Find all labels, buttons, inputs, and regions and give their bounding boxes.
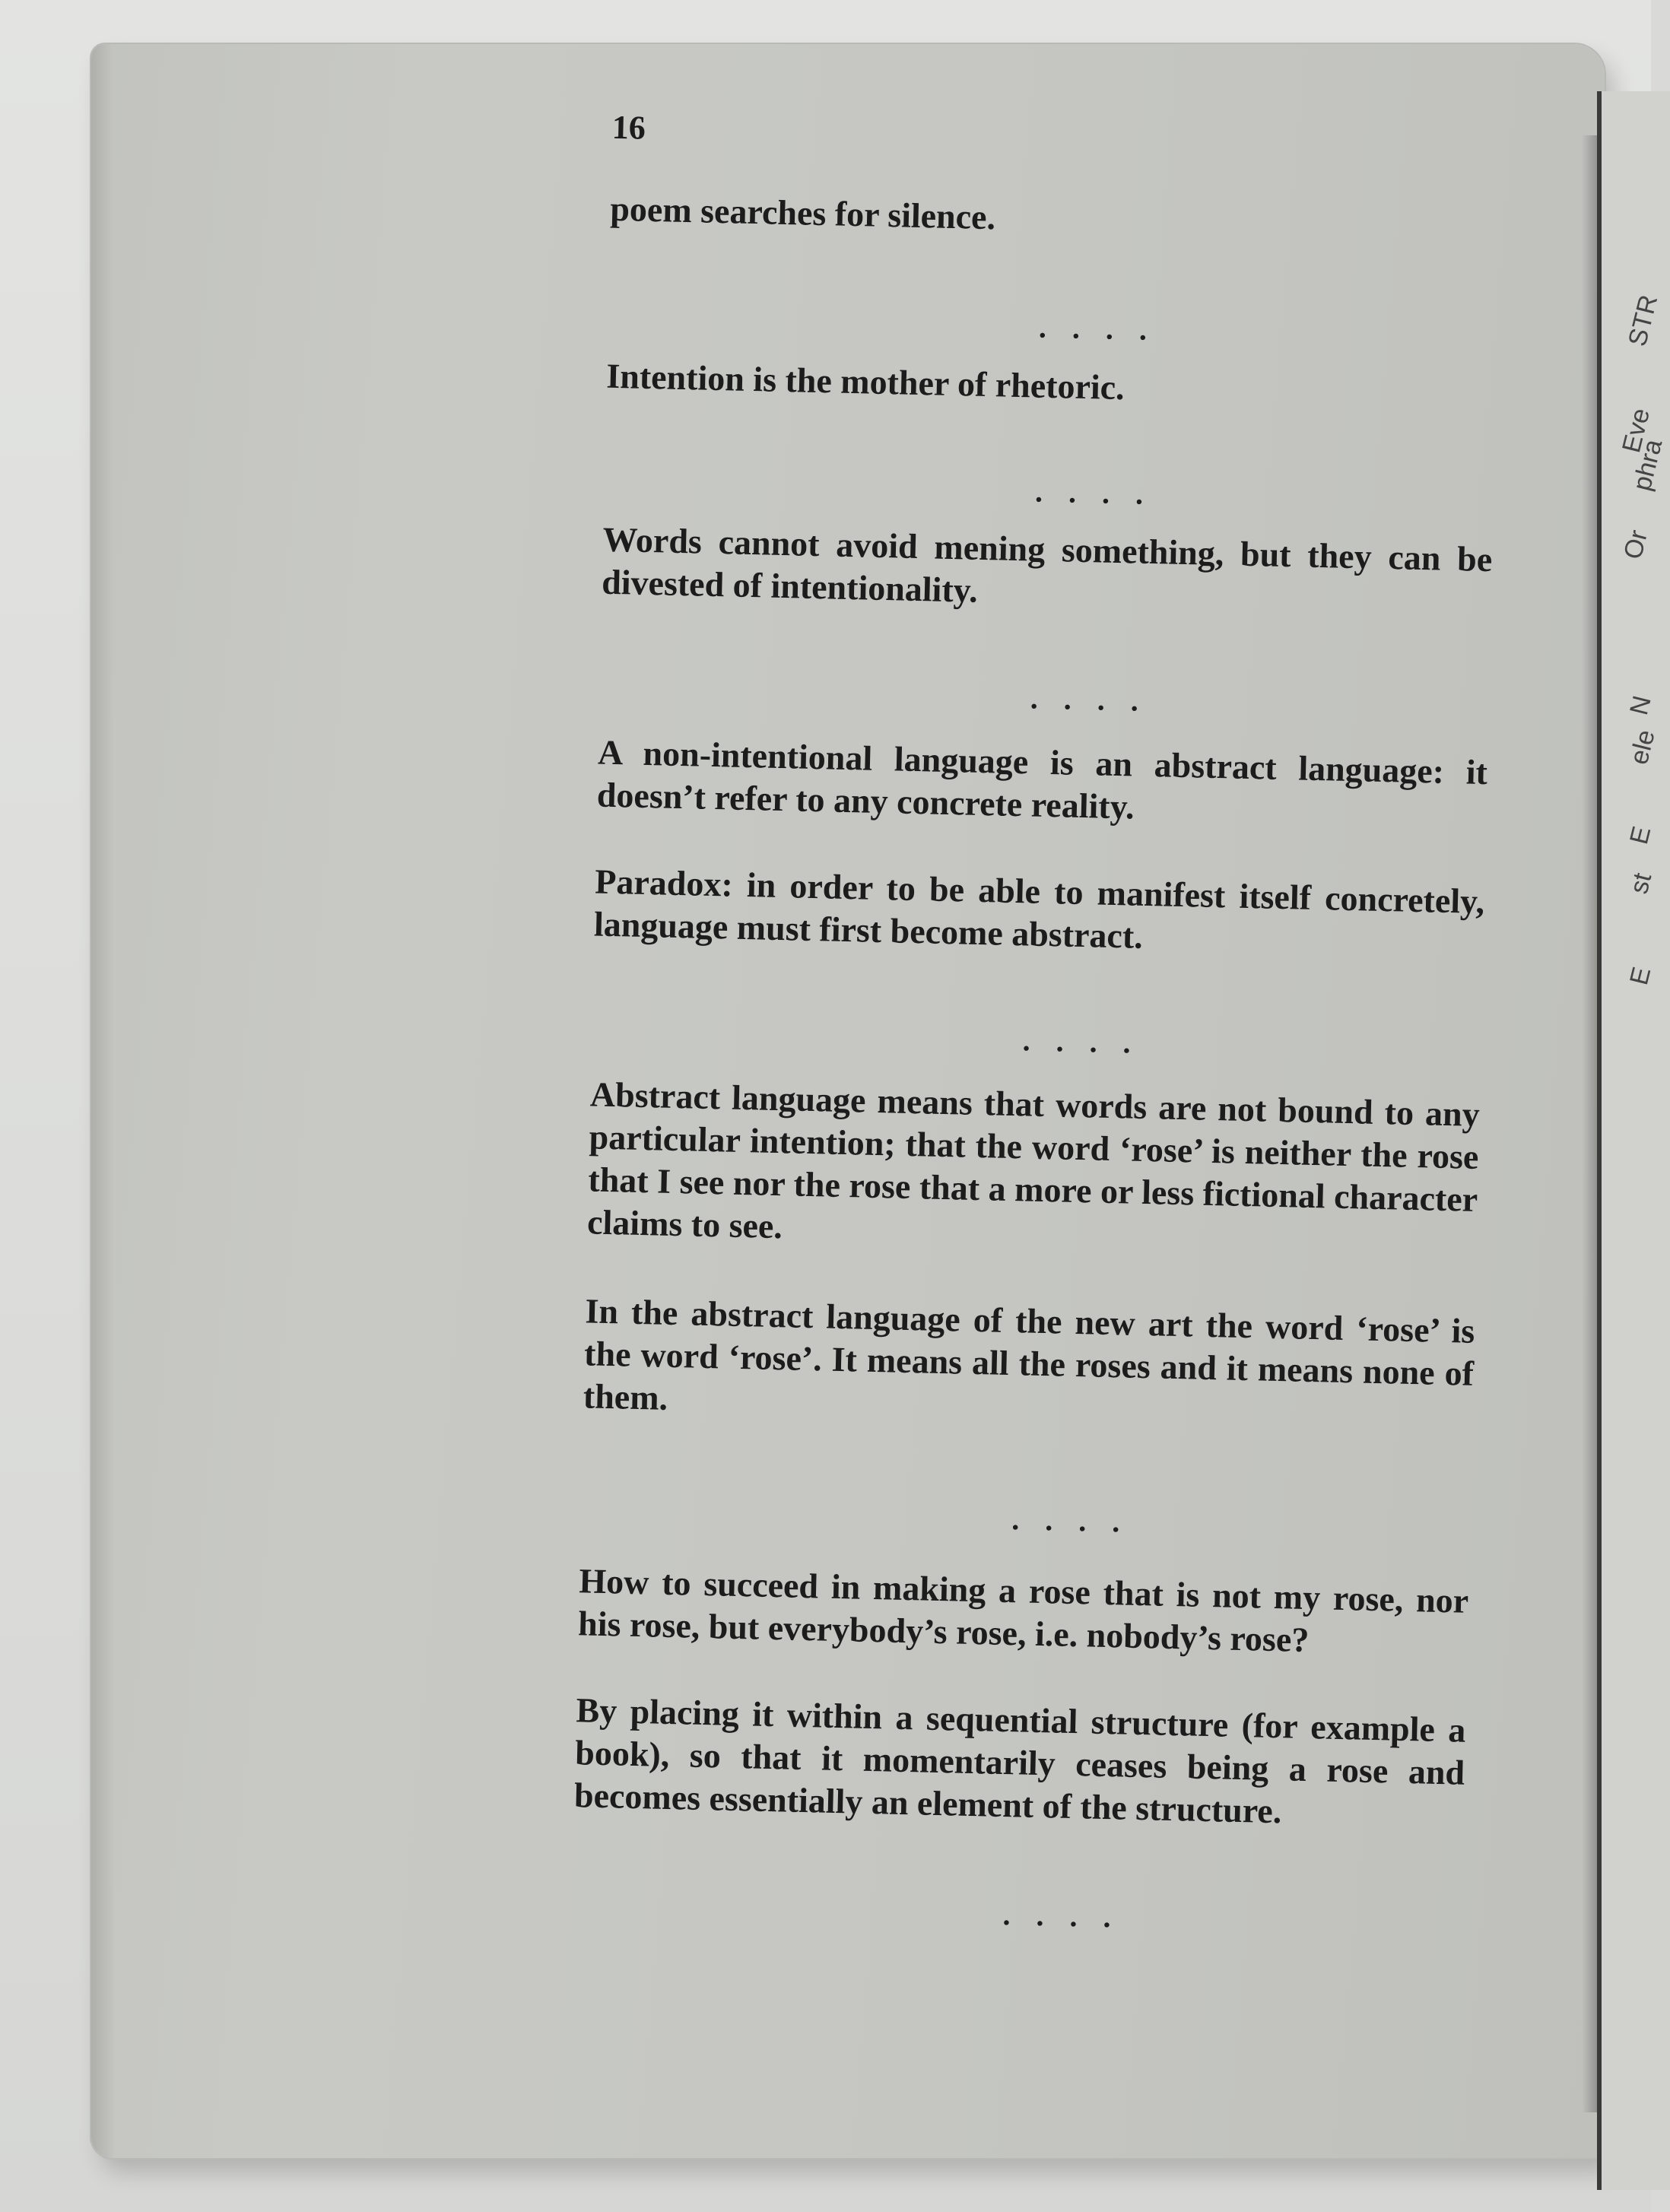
separator-4: . . . . [1022, 1023, 1141, 1060]
paragraph-9: By placing it within a sequential structure (for example a book), so that it momentarily ceases being a rose and becomes essentially an element of the structure. [573, 1690, 1466, 1831]
separator-1: . . . . [1038, 309, 1157, 348]
facing-fragment-3: phra [1627, 436, 1668, 494]
facing-fragment-1: STR [1623, 292, 1664, 350]
facing-fragment-7: E [1624, 823, 1657, 848]
paragraph-6: Abstract language means that words are not bound to any particular intention; that the word ‘rose’ is neither the rose that I see nor the rose that a more or less fictional character claims to see. [586, 1074, 1481, 1246]
separator-2: . . . . [1034, 474, 1153, 511]
paragraph-4: A non-intentional language is an abstract language: it doesn’t refer to any concrete reality. [596, 732, 1488, 827]
facing-fragment-4: Or [1618, 527, 1654, 563]
book-page [91, 44, 1605, 2158]
paragraph-5: Paradox: in order to be able to manifest itself concretely, language must first become abstract. [593, 862, 1485, 956]
paragraph-3: Words cannot avoid mening something, but they can be divested of intentionality. [601, 519, 1493, 610]
facing-fragment-5: N [1624, 693, 1657, 719]
separator-6: . . . . [1002, 1897, 1121, 1934]
facing-fragment-9: E [1624, 963, 1657, 989]
facing-fragment-8: st [1624, 870, 1658, 897]
facing-page-edge [1597, 91, 1670, 2190]
paragraph-1: poem searches for silence. [609, 189, 996, 237]
facing-fragment-6: ele [1624, 726, 1661, 768]
page-content [47, 20, 1608, 2167]
separator-3: . . . . [1030, 681, 1148, 718]
facing-fragment-2: Eve [1617, 405, 1656, 456]
paragraph-7: In the abstract language of the new art the word ‘rose’ is the word ‘rose’. It means all the roses and it means none of them. [583, 1291, 1475, 1417]
paragraph-2: Intention is the mother of rhetoric. [605, 356, 1126, 408]
page-number: 16 [611, 108, 646, 147]
separator-5: . . . . [1011, 1502, 1129, 1539]
paragraph-8: How to succeed in making a rose that is not my rose, nor his rose, but everybody’s rose, i.e. nobody’s rose? [577, 1561, 1469, 1660]
